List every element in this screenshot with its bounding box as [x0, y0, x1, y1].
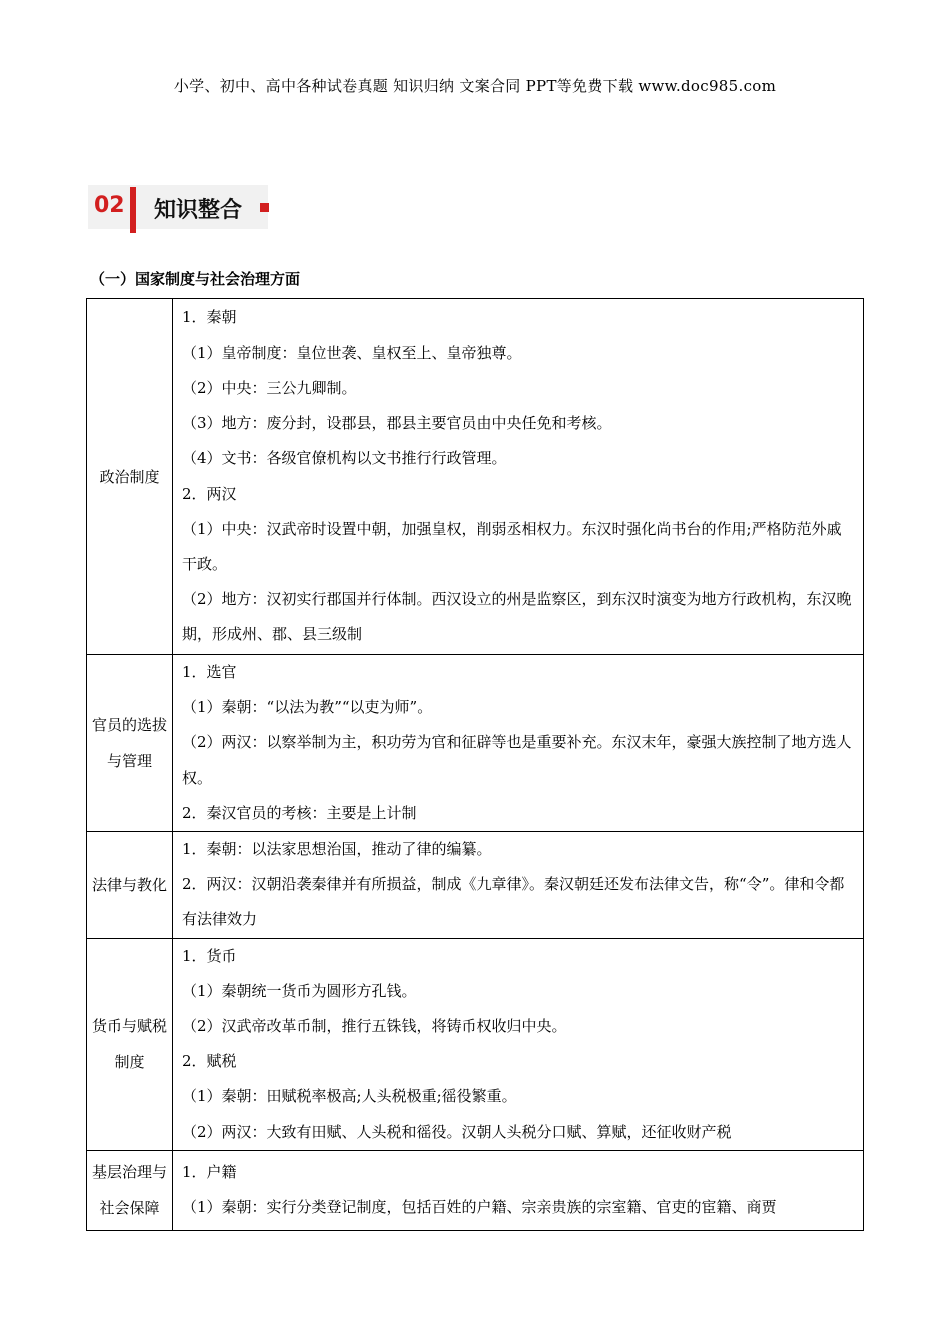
content-line: （1）秦朝：实行分类登记制度，包括百姓的户籍、宗亲贵族的宗室籍、官吏的宦籍、商贾	[182, 1198, 777, 1217]
content-line: （1）中央：汉武帝时设置中朝，加强皇权，削弱丞相权力。东汉时强化尚书台的作用;严格防范外戚干政。	[182, 519, 842, 573]
banner-square-icon	[260, 203, 269, 212]
content-line: （2）两汉：大致有田赋、人头税和徭役。汉朝人头税分口赋、算赋，还征收财产税	[182, 1122, 732, 1141]
content-line: （2）地方：汉初实行郡国并行体制。西汉设立的州是监察区，到东汉时演变为地方行政机构，东汉晚期，形成州、郡、县三级制	[182, 590, 852, 644]
row-category	[87, 1150, 173, 1230]
content-line: 2．两汉	[182, 484, 237, 503]
content-line: 2．两汉：汉朝沿袭秦律并有所损益，制成《九章律》。秦汉朝廷还发布法律文告，称“令”。律和令都有法律效力	[182, 875, 845, 929]
table-row	[87, 655, 864, 832]
row-category	[87, 655, 173, 832]
category-label: 与管理	[106, 752, 152, 770]
content-line: 1．秦朝：以法家思想治国，推动了律的编纂。	[182, 840, 492, 859]
content-line: （2）中央：三公九卿制。	[182, 378, 357, 397]
row-category	[87, 299, 173, 655]
row-content	[173, 832, 864, 939]
section-title: 知识整合	[154, 198, 243, 223]
category-label: 法律与教化	[91, 875, 167, 894]
section-banner	[88, 185, 268, 229]
category-label: 基层治理与	[91, 1163, 167, 1182]
banner-red-bar	[130, 187, 136, 233]
row-category	[87, 938, 173, 1150]
content-line: 1．选官	[182, 663, 237, 681]
table-row	[87, 938, 864, 1150]
content-line: 2．秦汉官员的考核：主要是上计制	[182, 803, 417, 822]
content-line: 1．户籍	[182, 1163, 237, 1182]
content-line: 1．货币	[182, 946, 237, 965]
content-line: （1）秦朝：田赋税率极高;人头税极重;徭役繁重。	[182, 1087, 517, 1106]
table-row	[87, 1150, 864, 1230]
content-line: （1）秦朝统一货币为圆形方孔钱。	[182, 981, 417, 1000]
category-label: 政治制度	[99, 467, 160, 486]
row-content	[173, 299, 864, 655]
content-line: （2）汉武帝改革币制，推行五铢钱，将铸币权收归中央。	[182, 1017, 567, 1036]
content-line: 2．赋税	[182, 1052, 237, 1071]
section-number: 02	[94, 193, 125, 218]
row-content	[173, 1150, 864, 1230]
content-line: （4）文书：各级官僚机构以文书推行行政管理。	[182, 449, 507, 468]
document-header: 小学、初中、高中各种试卷真题 知识归纳 文案合同 PPT等免费下载 www.doc985.com	[173, 77, 777, 95]
category-label: 货币与赋税	[91, 1017, 167, 1036]
category-label: 制度	[114, 1053, 145, 1072]
content-line: （3）地方：废分封，设郡县，郡县主要官员由中央任免和考核。	[182, 414, 612, 433]
row-category	[87, 832, 173, 939]
knowledge-table	[86, 298, 864, 1231]
table-row	[87, 299, 864, 655]
content-line: （1）秦朝：“以法为教”“以吏为师”。	[182, 698, 433, 717]
category-label: 官员的选拔	[91, 716, 167, 734]
row-content	[173, 655, 864, 832]
content-line: （2）两汉：以察举制为主，积功劳为官和征辟等也是重要补充。东汉末年，豪强大族控制了地方选人权。	[182, 733, 852, 787]
row-content	[173, 938, 864, 1150]
content-line: 1．秦朝	[182, 308, 237, 327]
content-line: （1）皇帝制度：皇位世袭、皇权至上、皇帝独尊。	[182, 343, 522, 362]
category-label: 社会保障	[99, 1199, 160, 1218]
table-row	[87, 832, 864, 939]
subheading: （一）国家制度与社会治理方面	[90, 270, 301, 288]
